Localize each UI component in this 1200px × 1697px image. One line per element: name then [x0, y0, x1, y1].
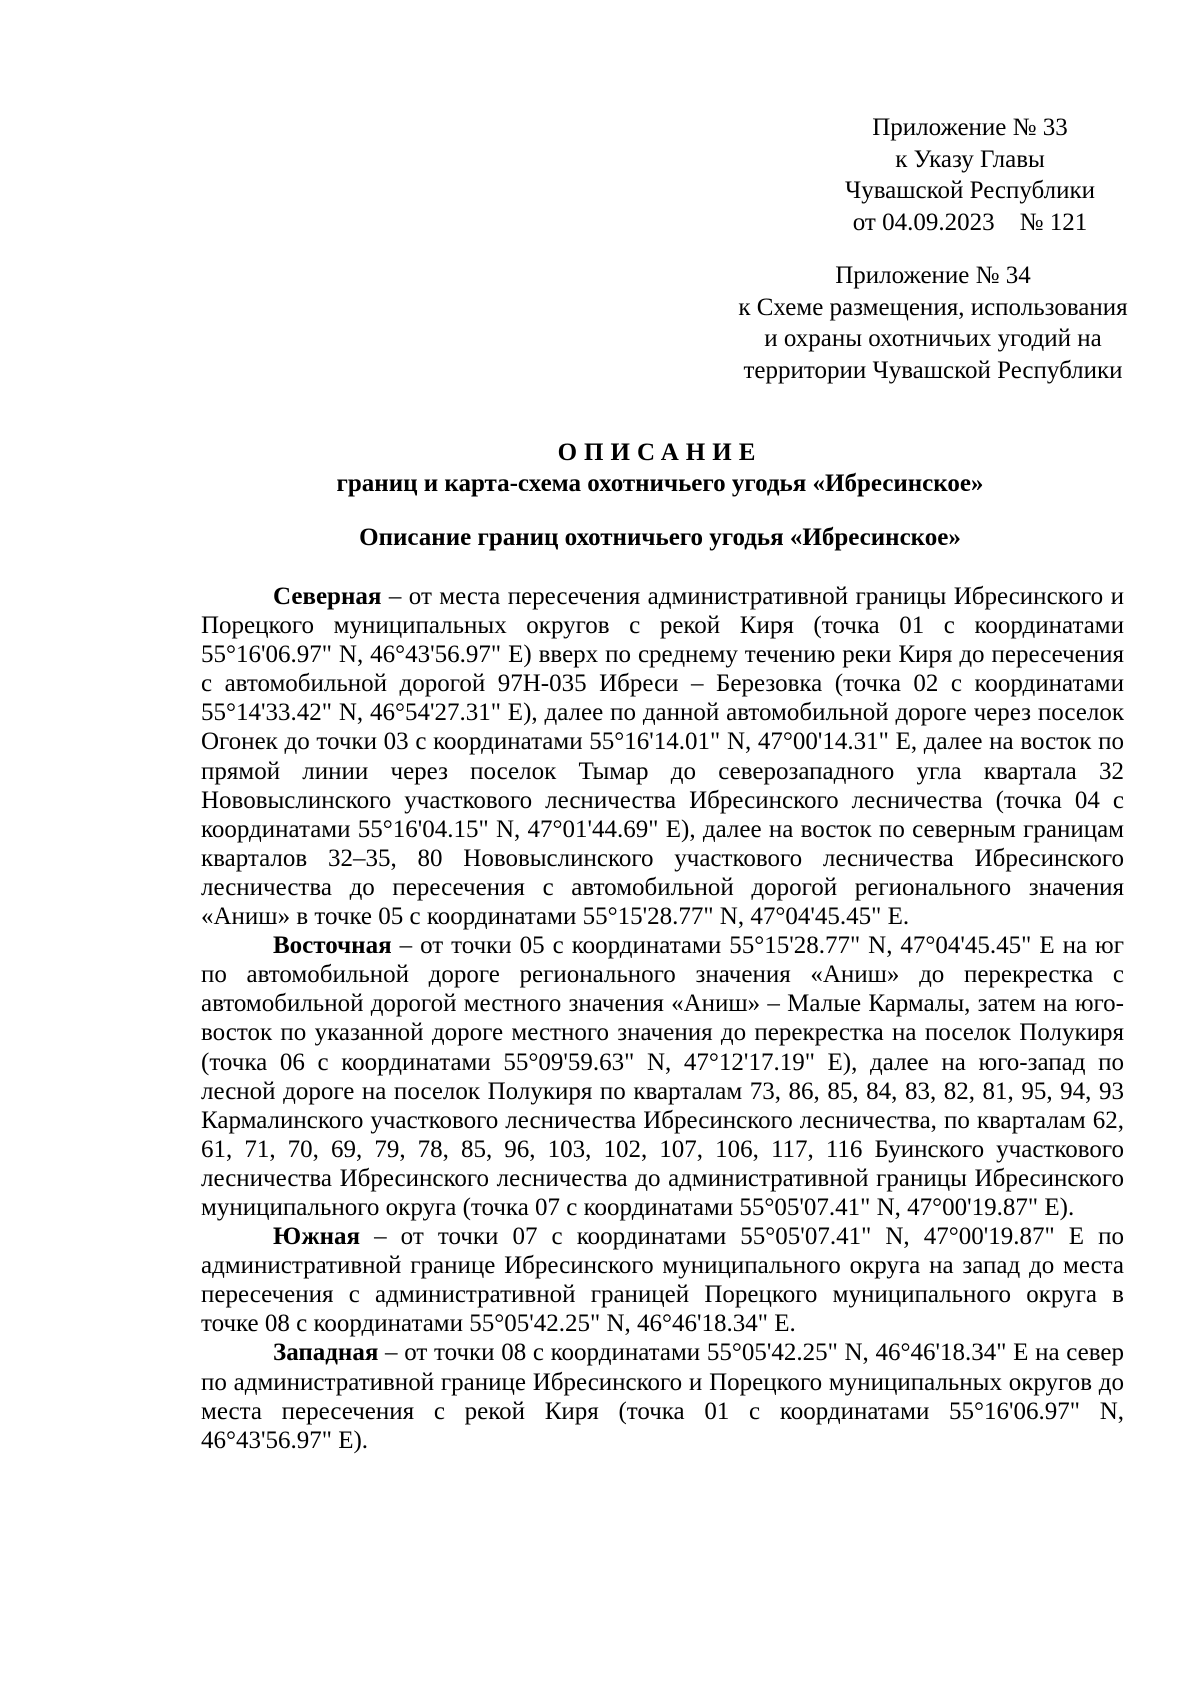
- boundary-heading: Южная: [273, 1223, 361, 1251]
- boundary-paragraph-south: [201, 1222, 1124, 1338]
- boundary-paragraph-west: [201, 1338, 1124, 1454]
- section-title: Описание границ охотничьего угодья «Ибресинское»: [359, 524, 961, 551]
- boundary-heading: Западная: [273, 1339, 379, 1367]
- annex-decree-line: Чувашской Республики: [844, 177, 1096, 204]
- annex-scheme-line: территории Чувашской Республики: [743, 356, 1123, 384]
- annex-scheme-line: и охраны охотничьих угодий на: [764, 325, 1102, 352]
- annex-scheme-line: Приложение № 34: [835, 262, 1031, 289]
- document-title-main: ОПИСАНИЕ: [557, 439, 763, 466]
- boundary-paragraph-east: [201, 931, 1124, 1222]
- annex-decree-reference: [760, 112, 1180, 238]
- boundary-text: – от точки 07 с координатами 55°05'07.41" N, 47°00'19.87" E по административной границе Ибресинского муниципального округа на запад до места пересечения с административной границей Порецкого муниципального округа в точке 08 с координатами 55°05'42.25" N, 46°46'18.34" E.: [201, 1223, 1124, 1338]
- annex-scheme-line: к Схеме размещения, использования: [738, 293, 1128, 321]
- boundary-heading: Северная: [273, 583, 382, 610]
- document-subtitle: границ и карта-схема охотничьего угодья «Ибресинское»: [336, 470, 984, 497]
- boundary-text: – от точки 08 с координатами 55°05'42.25" N, 46°46'18.34" E на север по административной границе Ибресинского и Порецкого муниципальных округов до места пересечения с рекой Киря (точка 01 с координатами 55°16'06.97" N, 46°43'56.97" E).: [201, 1339, 1124, 1454]
- annex-decree-line: к Указу Главы: [895, 145, 1045, 173]
- document-title: [200, 437, 1120, 499]
- boundary-text: – от места пересечения административной границы Ибресинского и Порецкого муниципальных округов с рекой Киря (точка 01 с координатами 55°16'06.97" N, 46°43'56.97" E) вверх по среднему течению реки Киря до пересечения с автомобильной дорогой 97Н-035 Ибреси – Березовка (точка 02 с координатами 55°14'33.42" N, 46°54'27.31" E), далее по данной автомобильной дороге через поселок Огонек до точки 03 с координатами 55°16'14.01" N, 47°00'14.31" E, далее на восток по прямой линии через поселок Тымар до северозападного угла квартала 32 Нововыслинского участкового лесничества Ибресинского лесничества (точка 04 с координатами 55°16'04.15" N, 47°01'44.69" E), далее на восток по северным границам кварталов 32–35, 80 Нововыслинского участкового лесничества Ибресинского лесничества до пересечения с автомобильной дорогой регионального значения «Аниш» в точке 05 с координатами 55°15'28.77" N, 47°04'45.45" E.: [201, 583, 1124, 931]
- boundary-description: [201, 582, 1124, 1455]
- boundary-paragraph-north: [201, 582, 1124, 931]
- annex-decree-line: от 04.09.2023 № 121: [852, 208, 1088, 236]
- boundary-text: – от точки 05 с координатами 55°15'28.77" N, 47°04'45.45" E на юг по автомобильной дороге регионального значения «Аниш» до перекрестка с автомобильной дорогой местного значения «Аниш» – Малые Кармалы, затем на юго-восток по указанной дороге местного значения до перекрестка на поселок Полукиря (точка 06 с координатами 55°09'59.63" N, 47°12'17.19" E), далее на юго-запад по лесной дороге на поселок Полукиря по кварталам 73, 86, 85, 84, 83, 82, 81, 95, 94, 93 Кармалинского участкового лесничества Ибресинского лесничества, по кварталам 62, 61, 71, 70, 69, 79, 78, 85, 96, 103, 102, 107, 106, 117, 116 Буинского участкового лесничества Ибресинского лесничества до административной границы Ибресинского муниципального округа (точка 07 с координатами 55°05'07.41" N, 47°00'19.87" E).: [201, 932, 1124, 1221]
- boundary-heading: Восточная: [273, 932, 392, 960]
- annex-decree-line: Приложение № 33: [872, 114, 1068, 141]
- annex-scheme-reference: [696, 260, 1170, 386]
